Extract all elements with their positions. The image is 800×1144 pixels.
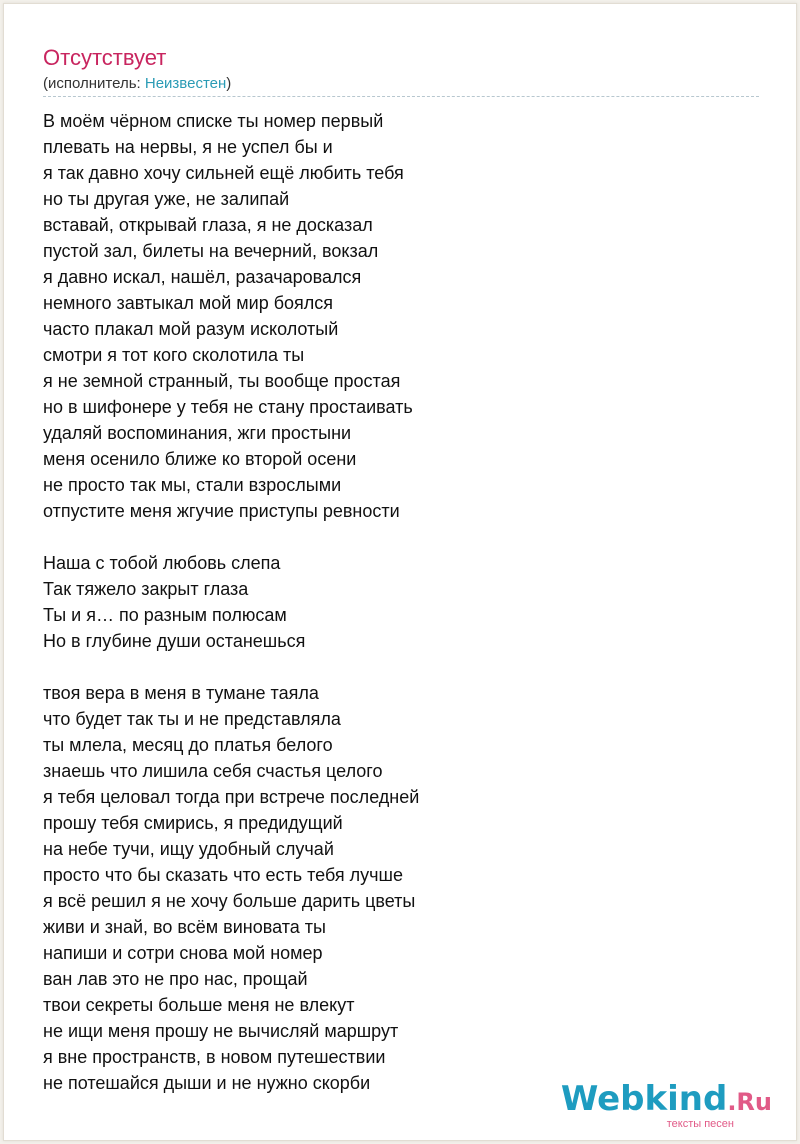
lyric-line: напиши и сотри снова мой номер — [43, 943, 323, 963]
lyric-line: просто что бы сказать что есть тебя лучше — [43, 865, 403, 885]
lyric-line: но ты другая уже, не залипай — [43, 189, 290, 209]
lyric-line: живи и знай, во всём виновата ты — [43, 917, 326, 937]
lyric-line: не потешайся дыши и не нужно скорби — [43, 1073, 371, 1093]
lyric-line: я всё решил я не хочу больше дарить цветы — [43, 891, 416, 911]
lyric-line: я вне пространств, в новом путешествии — [43, 1047, 386, 1067]
lyric-line: знаешь что лишила себя счастья целого — [43, 761, 383, 781]
lyric-line: вставай, открывай глаза, я не досказал — [43, 215, 373, 235]
lyric-line: смотри я тот кого сколотила ты — [43, 345, 305, 365]
lyric-line: Но в глубине души останешься — [43, 631, 306, 651]
lyric-line: отпустите меня жгучие приступы ревности — [43, 501, 400, 521]
logo-wordmark — [561, 1079, 772, 1122]
lyric-line: ван лав это не про нас, прощай — [43, 969, 308, 989]
lyric-line: плевать на нервы, я не успел бы и — [43, 137, 333, 157]
lyric-line: немного завтыкал мой мир боялся — [43, 293, 334, 313]
lyric-line: Наша с тобой любовь слепа — [43, 553, 281, 573]
lyric-line: В моём чёрном списке ты номер первый — [43, 111, 384, 131]
lyric-line: Ты и я… по разным полюсам — [43, 605, 287, 625]
lyric-line: твои секреты больше меня не влекут — [43, 995, 355, 1015]
logo-tagline: тексты песен — [666, 1118, 734, 1130]
artist-suffix: ) — [226, 75, 232, 92]
lyrics-page — [3, 3, 797, 1141]
logo-word: Webkind — [560, 1079, 728, 1119]
artist-line — [43, 74, 231, 94]
lyric-line: пустой зал, билеты на вечерний, вокзал — [43, 241, 379, 261]
lyric-line: не просто так мы, стали взрослыми — [43, 475, 342, 495]
artist-link[interactable]: Неизвестен — [144, 75, 227, 92]
lyrics-stanza — [43, 680, 743, 1096]
lyric-line: я не земной странный, ты вообще простая — [43, 371, 401, 391]
lyric-line: я давно искал, нашёл, разачаровался — [43, 267, 362, 287]
lyric-line: я так давно хочу сильней ещё любить тебя — [43, 163, 404, 183]
artist-prefix: (исполнитель: — [43, 75, 145, 92]
song-title: Отсутствует — [43, 45, 167, 70]
lyric-line: не ищи меня прошу не вычисляй маршрут — [43, 1021, 399, 1041]
site-logo[interactable] — [560, 1079, 772, 1130]
lyric-line: но в шифонере у тебя не стану простаивать — [43, 397, 413, 417]
lyrics-text — [43, 108, 743, 1122]
lyric-line: что будет так ты и не представляла — [43, 709, 341, 729]
logo-domain: .Ru — [727, 1088, 772, 1116]
lyrics-stanza — [43, 108, 743, 524]
lyric-line: прошу тебя смирись, я предидущий — [43, 813, 343, 833]
lyric-line: ты млела, месяц до платья белого — [43, 735, 333, 755]
lyric-line: твоя вера в меня в тумане таяла — [43, 683, 319, 703]
lyric-line: меня осенило ближе ко второй осени — [43, 449, 357, 469]
title-divider — [43, 96, 759, 97]
lyrics-stanza — [43, 550, 743, 654]
lyric-line: Так тяжело закрыт глаза — [43, 579, 249, 599]
lyric-line: часто плакал мой разум исколотый — [43, 319, 339, 339]
lyric-line: удаляй воспоминания, жги простыни — [43, 423, 352, 443]
lyric-line: я тебя целовал тогда при встрече последней — [43, 787, 420, 807]
lyric-line: на небе тучи, ищу удобный случай — [43, 839, 334, 859]
